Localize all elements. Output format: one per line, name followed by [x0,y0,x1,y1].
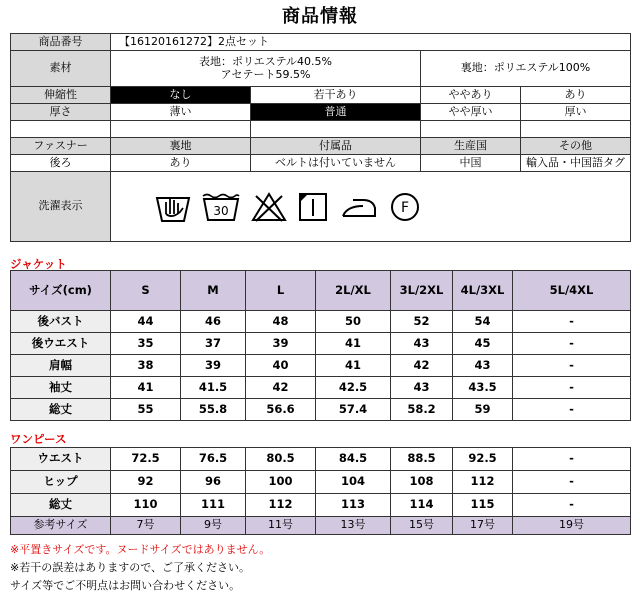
cell: 43 [391,377,453,399]
cell: 113 [316,494,391,517]
cell: 42 [246,377,316,399]
cell: 59 [453,399,513,421]
cell: 44 [111,311,181,333]
stretch-label: 伸縮性 [11,87,111,104]
cell: 96 [181,471,246,494]
row-label: 後バスト [11,311,111,333]
fastener-label: ファスナー [11,138,111,155]
no-bleach-icon [251,191,287,223]
wash-label: 洗濯表示 [11,172,111,242]
row-label: 後ウエスト [11,333,111,355]
dry-clean-f-icon [389,191,421,223]
cell: 55.8 [181,399,246,421]
dry-clean-letter: F [400,199,410,216]
cell: 15号 [391,517,453,535]
thickness-option-thick: 厚い [521,104,631,121]
iron-icon [339,192,379,222]
cell: 112 [453,471,513,494]
table-row [11,399,631,421]
row-label: 総丈 [11,494,111,517]
spacer-cell [11,121,111,138]
cell: 50 [316,311,391,333]
other-label: その他 [521,138,631,155]
reference-size-row [11,517,631,535]
wash-symbols [111,172,631,242]
cell: - [513,355,631,377]
cell: 56.6 [246,399,316,421]
spacer-cell [111,121,251,138]
cell: 42 [391,355,453,377]
cell: 42.5 [316,377,391,399]
cell: 80.5 [246,448,316,471]
note-error-margin: ※若干の誤差はありますので、ご了承ください。 [10,561,250,574]
material-outer [111,51,421,87]
cell: 92 [111,471,181,494]
onepiece-section-title: ワンピース [10,432,67,446]
cell: 7号 [111,517,181,535]
table-row [11,377,631,399]
cell: 55 [111,399,181,421]
stretch-option-yes: あり [521,87,631,104]
material-outer-line2: アセテート59.5% [220,67,311,81]
cell: 41 [316,355,391,377]
product-number-label: 商品番号 [11,34,111,51]
cell: 11号 [246,517,316,535]
cell: 72.5 [111,448,181,471]
cell: 41 [111,377,181,399]
table-row [11,355,631,377]
cell: 41 [316,333,391,355]
jacket-header-5l: 5L/4XL [513,271,631,311]
cell: 48 [246,311,316,333]
cell: - [513,494,631,517]
cell: 38 [111,355,181,377]
cell: 76.5 [181,448,246,471]
jacket-header-size: サイズ(cm) [11,271,111,311]
cell: 13号 [316,517,391,535]
cell: 88.5 [391,448,453,471]
thickness-option-normal: 普通 [251,104,421,121]
cell: - [513,399,631,421]
jacket-header-3l: 3L/2XL [391,271,453,311]
cell: 100 [246,471,316,494]
page-title: 商品情報 [282,6,358,27]
note-contact: サイズ等でご不明点はお問い合わせください。 [10,579,241,592]
cell: 112 [246,494,316,517]
cell: 39 [246,333,316,355]
cell: 43 [453,355,513,377]
thickness-option-slightly-thick: やや厚い [421,104,521,121]
spacer-cell [421,121,521,138]
accessory-label: 付属品 [251,138,421,155]
table-row [11,333,631,355]
cell: 40 [246,355,316,377]
material-label: 素材 [11,51,111,87]
onepiece-size-table [10,447,631,535]
spacer-cell [251,121,421,138]
jacket-section-title: ジャケット [10,257,67,271]
jacket-header-2l: 2L/XL [316,271,391,311]
cell: 52 [391,311,453,333]
spacer-cell [521,121,631,138]
fastener-value: 後ろ [11,155,111,172]
cell: 35 [111,333,181,355]
table-row [11,494,631,517]
cell: 115 [453,494,513,517]
line-dry-shade-icon [297,191,329,223]
other-value: 輸入品・中国語タグ [521,155,631,172]
cell: 92.5 [453,448,513,471]
wash-30-icon [201,192,241,222]
product-number-value: 【16120161272】2点セット [111,34,631,51]
material-outer-line1: 表地：ポリエステル40.5% [199,54,332,68]
cell: 54 [453,311,513,333]
origin-label: 生産国 [421,138,521,155]
lining-value: あり [111,155,251,172]
cell: 111 [181,494,246,517]
hand-wash-icon [155,190,191,224]
row-label: ウエスト [11,448,111,471]
jacket-size-table [10,270,631,421]
cell: 84.5 [316,448,391,471]
row-label: 袖丈 [11,377,111,399]
lining-label: 裏地 [111,138,251,155]
note-flat-size: ※平置きサイズです。ヌードサイズではありません。 [10,543,271,556]
row-label: 肩幅 [11,355,111,377]
product-info-table [10,33,631,242]
cell: 45 [453,333,513,355]
table-row [11,448,631,471]
material-lining: 裏地：ポリエステル100% [421,51,631,87]
cell: 104 [316,471,391,494]
stretch-option-none: なし [111,87,251,104]
cell: 43.5 [453,377,513,399]
cell: 110 [111,494,181,517]
thickness-option-thin: 薄い [111,104,251,121]
cell: - [513,471,631,494]
cell: 58.2 [391,399,453,421]
cell: - [513,333,631,355]
cell: 108 [391,471,453,494]
ref-size-label: 参考サイズ [11,517,111,535]
jacket-header-l: L [246,271,316,311]
cell: 39 [181,355,246,377]
cell: 57.4 [316,399,391,421]
cell: 9号 [181,517,246,535]
wash-temp-text: 30 [213,203,229,218]
row-label: 総丈 [11,399,111,421]
stretch-option-slight: 若干あり [251,87,421,104]
cell: - [513,377,631,399]
origin-value: 中国 [421,155,521,172]
cell: 17号 [453,517,513,535]
stretch-option-some: ややあり [421,87,521,104]
thickness-label: 厚さ [11,104,111,121]
cell: 46 [181,311,246,333]
cell: - [513,448,631,471]
row-label: ヒップ [11,471,111,494]
cell: 114 [391,494,453,517]
jacket-header-4l: 4L/3XL [453,271,513,311]
cell: 19号 [513,517,631,535]
cell: 37 [181,333,246,355]
cell: - [513,311,631,333]
cell: 41.5 [181,377,246,399]
accessory-value: ベルトは付いていません [251,155,421,172]
table-row [11,311,631,333]
jacket-header-s: S [111,271,181,311]
cell: 43 [391,333,453,355]
jacket-header-m: M [181,271,246,311]
table-row [11,471,631,494]
